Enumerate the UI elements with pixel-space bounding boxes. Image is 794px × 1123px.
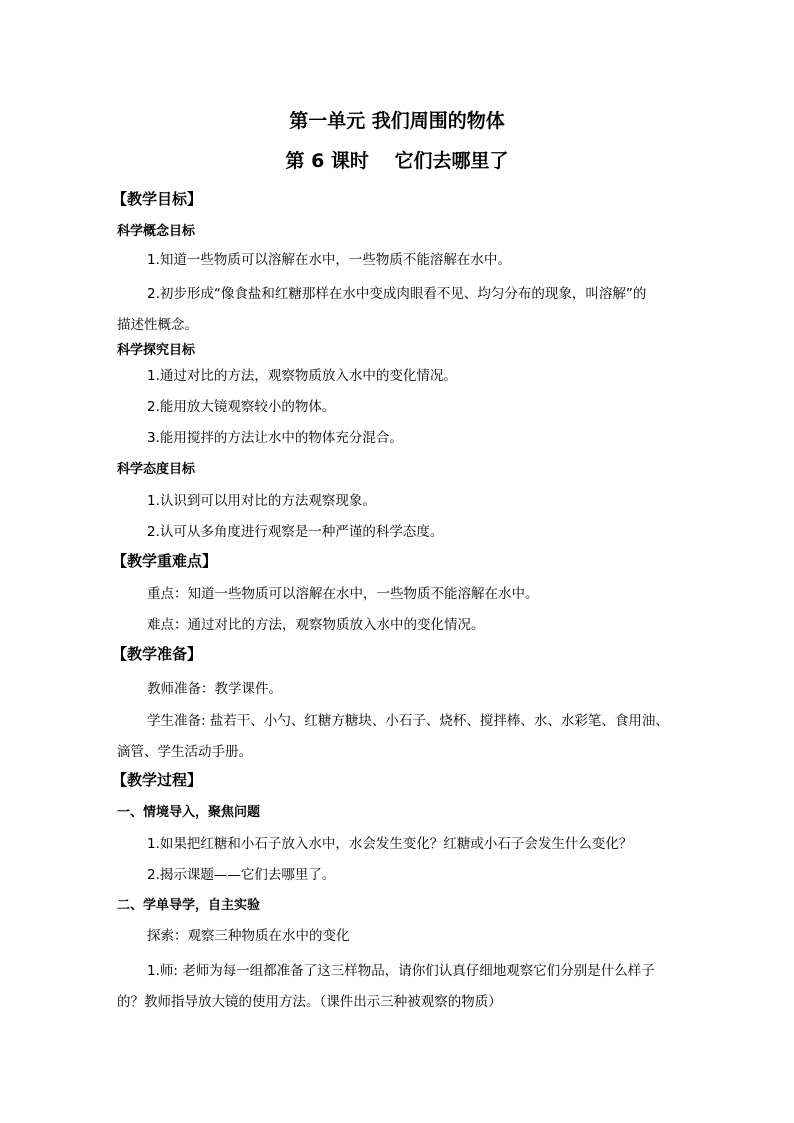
key-point: 重点：知道一些物质可以溶解在水中，一些物质不能溶解在水中。 (147, 586, 539, 602)
student-preparation: 学生准备: 盐若干、小勺、红糖方糖块、小石子、烧杯、搅拌棒、水、水彩笔、食用油、 (147, 713, 669, 729)
subheading-inquiry: 科学探究目标 (117, 343, 196, 358)
section-heading-process: 【教学过程】 (112, 771, 203, 789)
subheading-attitude: 科学态度目标 (117, 462, 196, 477)
inquiry-item-1: 1.通过对比的方法，观察物质放入水中的变化情况。 (147, 368, 457, 384)
lesson-title: 第 6 课时 它们去哪里了 (285, 150, 509, 172)
section-heading-preparation: 【教学准备】 (112, 645, 203, 663)
attitude-item-2: 2.认可从多角度进行观察是一种严谨的科学态度。 (147, 524, 444, 540)
step-2-item-1: 1.师: 老师为每一组都准备了这三样物品，请你们认真仔细地观察它们分别是什么样子 (147, 963, 655, 979)
step-2-explore: 探索：观察三种物质在水中的变化 (147, 928, 350, 944)
student-preparation-continued: 滴管、学生活动手册。 (117, 744, 252, 760)
step-1-item-2: 2.揭示课题——它们去哪里了。 (147, 867, 336, 883)
teacher-preparation: 教师准备：教学课件。 (147, 681, 282, 697)
concept-item-2-continued: 描述性概念。 (117, 317, 198, 333)
step-1-heading: 一、情境导入，聚焦问题 (117, 805, 261, 820)
unit-title: 第一单元 我们周围的物体 (289, 110, 505, 132)
inquiry-item-2: 2.能用放大镜观察较小的物体。 (147, 399, 336, 415)
concept-item-2: 2.初步形成“像食盐和红糖那样在水中变成肉眼看不见、均匀分布的现象，叫溶解”的 (147, 286, 647, 302)
concept-item-1: 1.知道一些物质可以溶解在水中，一些物质不能溶解在水中。 (147, 252, 511, 268)
step-2-item-1-continued: 的？教师指导放大镜的使用方法。（课件出示三种被观察的物质） (117, 994, 502, 1010)
section-heading-keypoints: 【教学重难点】 (112, 552, 218, 570)
attitude-item-1: 1.认识到可以用对比的方法观察现象。 (147, 493, 376, 509)
step-2-heading: 二、学单导学，自主实验 (117, 898, 261, 913)
difficult-point: 难点：通过对比的方法，观察物质放入水中的变化情况。 (147, 617, 485, 633)
step-1-item-1: 1.如果把红糖和小石子放入水中，水会发生变化？红糖或小石子会发生什么变化？ (147, 836, 633, 852)
inquiry-item-3: 3.能用搅拌的方法让水中的物体充分混合。 (147, 430, 403, 446)
section-heading-objectives: 【教学目标】 (112, 190, 203, 208)
subheading-concept: 科学概念目标 (117, 224, 196, 239)
